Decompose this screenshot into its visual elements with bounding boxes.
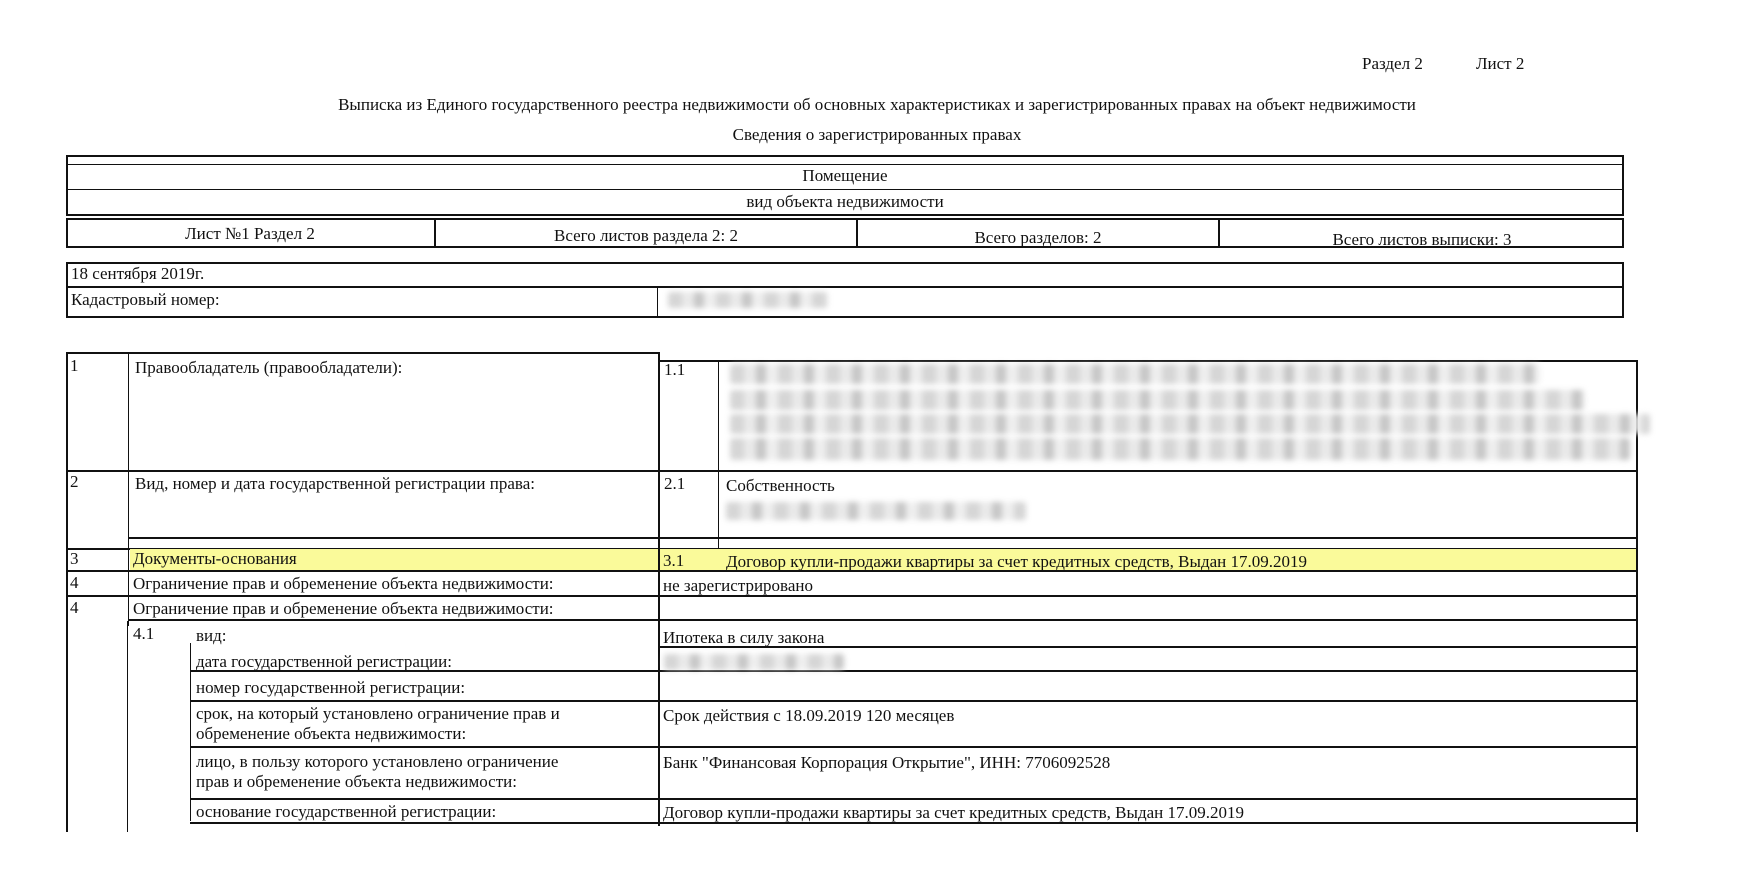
row-3-number: 3 — [70, 549, 79, 568]
row-2-label: Вид, номер и дата государственной регистрации права: — [135, 474, 535, 493]
cadastral-number-label: Кадастровый номер: — [71, 290, 220, 309]
object-type-caption: вид объекта недвижимости — [746, 192, 944, 211]
redacted-right-holder-line4 — [730, 438, 1630, 460]
encumbrance-status-value: не зарегистрировано — [663, 576, 813, 595]
redacted-right-holder-line3 — [730, 414, 1650, 434]
row-4b-number: 4 — [70, 598, 79, 617]
document-subtitle: Сведения о зарегистрированных правах — [732, 125, 1022, 144]
row-3-sub-number: 3.1 — [663, 551, 685, 570]
redacted-registration-number — [726, 502, 1026, 520]
redacted-right-holder-line2 — [730, 390, 1585, 410]
encumbrance-term-label-line1: срок, на который установлено ограничение прав и — [196, 704, 560, 723]
row-3-label: Документы-основания — [133, 549, 297, 568]
row-4a-number: 4 — [70, 573, 79, 592]
redacted-cadastral-number — [668, 292, 828, 308]
encumbrance-reg-number-label: номер государственной регистрации: — [196, 678, 466, 697]
row-2-number: 2 — [70, 472, 79, 491]
encumbrance-reg-date-label: дата государственной регистрации: — [196, 652, 452, 671]
encumbrance-basis-value: Договор купли-продажи квартиры за счет кредитных средств, Выдан 17.09.2019 — [663, 803, 1244, 822]
encumbrance-term-label-line2: обременение объекта недвижимости: — [196, 724, 467, 743]
basis-document-value: Договор купли-продажи квартиры за счет кредитных средств, Выдан 17.09.2019 — [726, 552, 1307, 571]
encumbrance-term-value: Срок действия с 18.09.2019 120 месяцев — [663, 706, 955, 725]
encumbrance-beneficiary-label-line2: прав и обременение объекта недвижимости: — [196, 772, 517, 791]
sheet-section-cell: Лист №1 Раздел 2 — [185, 224, 315, 243]
encumbrance-beneficiary-label-line1: лицо, в пользу которого установлено ограничение — [196, 752, 559, 771]
date-cadastral-frame — [66, 262, 1624, 318]
encumbrance-type-label: вид: — [196, 626, 227, 645]
row-1-label: Правообладатель (правообладатели): — [135, 358, 403, 377]
object-type: Помещение — [802, 166, 888, 185]
row-2-sub-number: 2.1 — [664, 474, 686, 493]
encumbrance-type-value: Ипотека в силу закона — [663, 628, 825, 647]
encumbrance-basis-label: основание государственной регистрации: — [196, 802, 497, 821]
extract-date: 18 сентября 2019г. — [71, 264, 205, 283]
redacted-right-holder-line1 — [730, 364, 1540, 384]
page-sheet-label: Лист 2 — [1476, 54, 1525, 73]
row-1-number: 1 — [70, 356, 79, 375]
redacted-registration-date — [664, 654, 844, 670]
total-extract-sheets-cell: Всего листов выписки: 3 — [1332, 230, 1512, 249]
row-1-sub-number: 1.1 — [664, 360, 686, 379]
document-title: Выписка из Единого государственного реестра недвижимости об основных характеристиках и зарегистрированных правах на объект недвижимости — [338, 95, 1416, 114]
right-type-value: Собственность — [726, 476, 835, 495]
page-section-label: Раздел 2 — [1362, 54, 1423, 73]
encumbrance-beneficiary-value: Банк "Финансовая Корпорация Открытие", ИНН: 7706092528 — [663, 753, 1111, 772]
total-section-sheets-cell: Всего листов раздела 2: 2 — [554, 226, 738, 245]
total-sections-cell: Всего разделов: 2 — [974, 228, 1102, 247]
encumbrance-sub-number: 4.1 — [133, 624, 155, 643]
row-4a-label: Ограничение прав и обременение объекта недвижимости: — [133, 574, 554, 593]
row-4b-label: Ограничение прав и обременение объекта недвижимости: — [133, 599, 554, 618]
